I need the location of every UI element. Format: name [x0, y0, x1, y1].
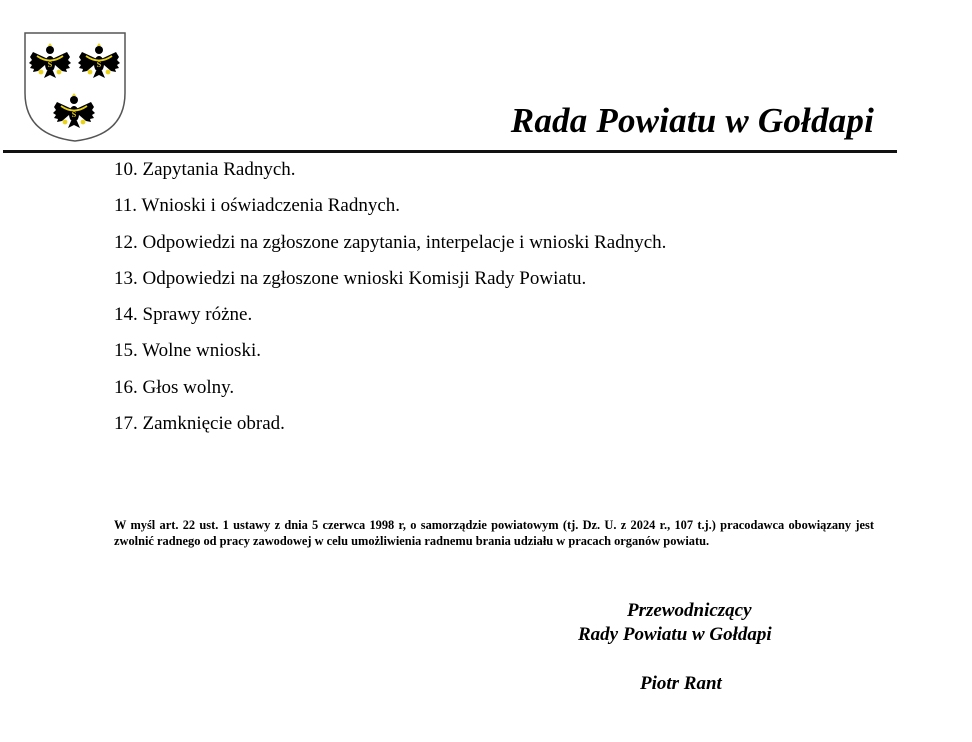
signature-name: Piotr Rant: [640, 673, 722, 694]
agenda-item: [114, 192, 666, 228]
agenda-item: [114, 265, 666, 301]
coat-of-arms-icon: S: [23, 31, 127, 143]
signature-organization: Rady Powiatu w Gołdapi: [578, 624, 772, 645]
agenda-item-text: Odpowiedzi na zgłoszone wnioski Komisji Rady Powiatu.: [142, 267, 587, 289]
signature-role: Przewodniczący: [627, 600, 752, 621]
agenda-item-text: Wnioski i oświadczenia Radnych.: [141, 195, 401, 217]
agenda-item-text: Sprawy różne.: [142, 304, 253, 326]
legal-notice: W myśl art. 22 ust. 1 ustawy z dnia 5 czerwca 1998 r, o samorządzie powiatowym (tj. Dz. U. z 2024 r., 107 t.j.) pracodawca obowiązany jest zwolnić radnego od pracy zawodowej w celu umożliwienia radnemu brania udziału w pracach organów powiatu.: [114, 518, 874, 548]
agenda-item-number: 17.: [114, 413, 138, 435]
agenda-item: [114, 374, 666, 410]
agenda-item-text: Zapytania Radnych.: [142, 159, 296, 180]
agenda-list: [114, 156, 666, 446]
page-title: Rada Powiatu w Gołdapi: [510, 101, 874, 140]
agenda-item-number: 14.: [114, 304, 138, 326]
agenda-item-number: 10.: [114, 159, 138, 180]
agenda-item: [114, 156, 666, 192]
agenda-item: [114, 337, 666, 373]
agenda-item-text: Wolne wnioski.: [142, 340, 261, 362]
agenda-item: [114, 301, 666, 337]
agenda-item-text: Zamknięcie obrad.: [142, 413, 285, 435]
agenda-item-number: 16.: [114, 376, 138, 398]
agenda-item: [114, 229, 666, 265]
agenda-item-number: 15.: [114, 340, 138, 362]
agenda-item-number: 12.: [114, 231, 138, 253]
agenda-item-number: 13.: [114, 267, 138, 289]
agenda-item: [114, 410, 666, 446]
agenda-item-number: 11.: [114, 195, 138, 217]
agenda-item-text: Głos wolny.: [142, 376, 235, 398]
agenda-item-text: Odpowiedzi na zgłoszone zapytania, interpelacje i wnioski Radnych.: [142, 231, 667, 253]
header-divider: [3, 150, 897, 153]
